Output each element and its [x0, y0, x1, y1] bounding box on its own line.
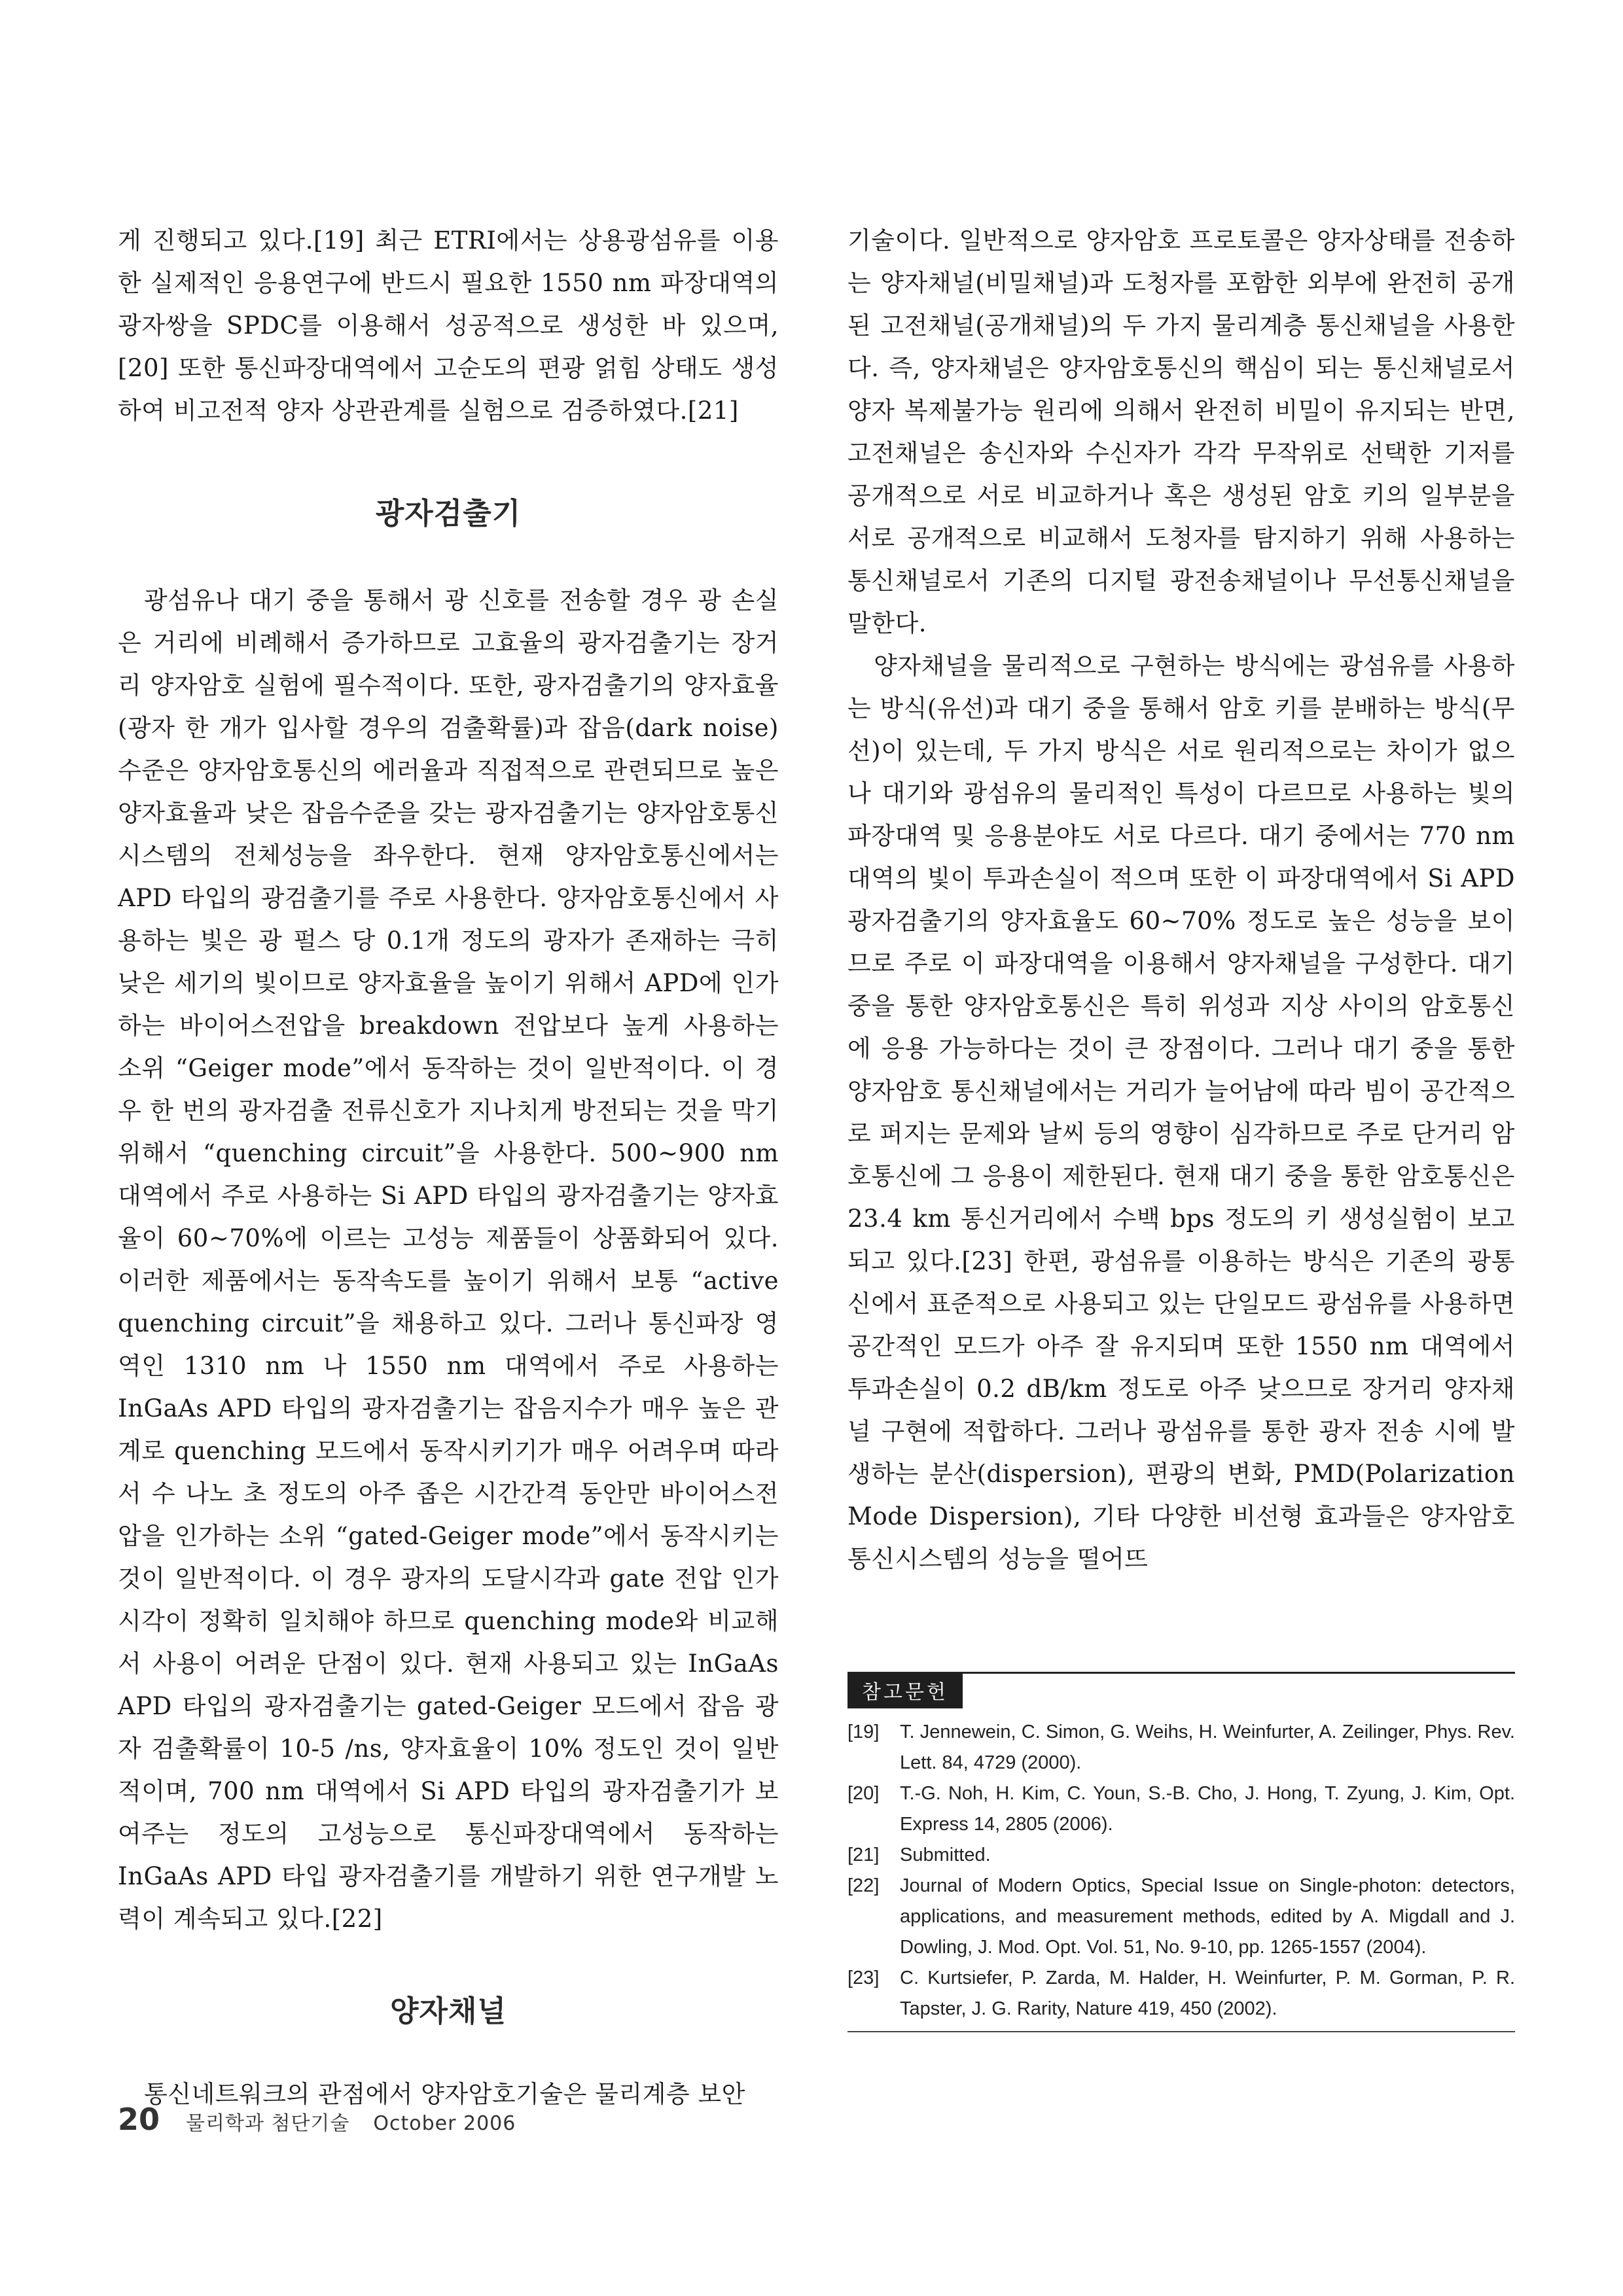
channel-paragraph-2: 양자채널을 물리적으로 구현하는 방식에는 광섬유를 사용하는 방식(유선)과 대기 중을 통해서 암호 키를 분배하는 방식(무선)이 있는데, 두 가지 방식은 서로 원리적으로는 차이가 없으나 대기와 광섬유의 물리적인 특성이 다르므로 사용하는 빛의 파장대역 및 응용분야도 서로 다르다. 대기 중에서는 770 nm 대역의 빛이 투과손실이 적으며 또한 이 파장대역에서 Si APD 광자검출기의 양자효율도 60~70% 정도로 높은 성능을 보이므로 주로 이 파장대역을 이용해서 양자채널을 구성한다. 대기 중을 통한 양자암호통신은 특히 위성과 지상 사이의 암호통신에 응용 가능하다는 것이 큰 장점이다. 그러나 대기 중을 통한 양자암호 통신채널에서는 거리가 늘어남에 따라 빔이 공간적으로 퍼지는 문제와 날씨 등의 영향이 심각하므로 주로 단거리 암호통신에 그 응용이 제한된다. 현재 대기 중을 통한 암호통신은 23.4 km 통신거리에서 수백 bps 정도의 키 생성실험이 보고되고 있다.[23] 한편, 광섬유를 이용하는 방식은 기존의 광통신에서 표준적으로 사용되고 있는 단일모드 광섬유를 사용하면 공간적인 모드가 아주 잘 유지되며 또한 1550 nm 대역에서 투과손실이 0.2 dB/km 정도로 아주 낮으므로 장거리 양자채널 구현에 적합하다. 그러나 광섬유를 통한 광자 전송 시에 발생하는 분산(dispersion), 편광의 변화, PMD(Polarization Mode Dispersion), 기타 다양한 비선형 효과들은 양자암호 통신시스템의 성능을 떨어뜨 [847, 652, 1515, 1573]
reference-item [847, 1840, 1515, 1871]
reference-item [847, 1871, 1515, 1963]
references-rule-bottom [847, 2031, 1515, 2032]
references-label: 참고문헌 [847, 1673, 963, 1708]
reference-number: [19] [847, 1722, 880, 1742]
reference-text: T. Jennewein, C. Simon, G. Weihs, H. Weinfurter, A. Zeilinger, Phys. Rev. Lett. 84, 4729 (2000). [900, 1722, 1515, 1773]
reference-text: C. Kurtsiefer, P. Zarda, M. Halder, H. Weinfurter, P. M. Gorman, P. R. Tapster, J. G. Rarity, Nature 419, 450 (2002). [900, 1968, 1515, 2019]
reference-number: [21] [847, 1845, 880, 1865]
reference-number: [23] [847, 1968, 880, 1988]
reference-number: [22] [847, 1875, 880, 1896]
quantum-channel-paragraph: 통신네트워크의 관점에서 양자암호기술은 물리계층 보안 [144, 2080, 745, 2108]
issue-date: October 2006 [373, 2112, 516, 2135]
reference-number: [20] [847, 1783, 880, 1804]
page-number: 20 [118, 2102, 160, 2137]
reference-text: Journal of Modern Optics, Special Issue on Single-photon: detectors, applications, and measurement methods, edited by A. Migdall and J. Dowling, J. Mod. Opt. Vol. 51, No. 9-10, pp. 1265-1557 (2004). [900, 1875, 1515, 1958]
left-column [118, 219, 779, 2115]
intro-paragraph: 게 진행되고 있다.[19] 최근 ETRI에서는 상용광섬유를 이용한 실제적인 응용연구에 반드시 필요한 1550 nm 파장대역의 광자쌍을 SPDC를 이용해서 성공적으로 생성한 바 있으며,[20] 또한 통신파장대역에서 고순도의 편광 얽힘 상태도 생성하여 비고전적 양자 상관관계를 실험으로 검증하였다.[21] [118, 226, 779, 425]
reference-text: Submitted. [900, 1845, 991, 1865]
reference-text: T.-G. Noh, H. Kim, C. Youn, S.-B. Cho, J. Hong, T. Zyung, J. Kim, Opt. Express 14, 2805 (2006). [900, 1783, 1515, 1835]
section-heading-quantum-channel: 양자채널 [390, 1994, 507, 2028]
photodetector-paragraph: 광섬유나 대기 중을 통해서 광 신호를 전송할 경우 광 손실은 거리에 비례해서 증가하므로 고효율의 광자검출기는 장거리 양자암호 실험에 필수적이다. 또한, 광자검출기의 양자효율(광자 한 개가 입사할 경우의 검출확률)과 잡음(dark noise) 수준은 양자암호통신의 에러율과 직접적으로 관련되므로 높은 양자효율과 낮은 잡음수준을 갖는 광자검출기는 양자암호통신시스템의 전체성능을 좌우한다. 현재 양자암호통신에서는 APD 타입의 광검출기를 주로 사용한다. 양자암호통신에서 사용하는 빛은 광 펄스 당 0.1개 정도의 광자가 존재하는 극히 낮은 세기의 빛이므로 양자효율을 높이기 위해서 APD에 인가하는 바이어스전압을 breakdown 전압보다 높게 사용하는 소위 “Geiger mode”에서 동작하는 것이 일반적이다. 이 경우 한 번의 광자검출 전류신호가 지나치게 방전되는 것을 막기 위해서 “quenching circuit”을 사용한다. 500~900 nm 대역에서 주로 사용하는 Si APD 타입의 광자검출기는 양자효율이 60~70%에 이르는 고성능 제품들이 상품화되어 있다. 이러한 제품에서는 동작속도를 높이기 위해서 보통 “active quenching circuit”을 채용하고 있다. 그러나 통신파장 영역인 1310 nm 나 1550 nm 대역에서 주로 사용하는 InGaAs APD 타입의 광자검출기는 잡음지수가 매우 높은 관계로 quenching 모드에서 동작시키기가 매우 어려우며 따라서 수 나노 초 정도의 아주 좁은 시간간격 동안만 바이어스전압을 인가하는 소위 “gated-Geiger mode”에서 동작시키는 것이 일반적이다. 이 경우 광자의 도달시각과 gate 전압 인가 시각이 정확히 일치해야 하므로 quenching mode와 비교해서 사용이 어려운 단점이 있다. 현재 사용되고 있는 InGaAs APD 타입의 광자검출기는 gated-Geiger 모드에서 잡음 광자 검출확률이 10-5 /ns, 양자효율이 10% 정도인 것이 일반적이며, 700 nm 대역에서 Si APD 타입의 광자검출기가 보여주는 정도의 고성능으로 통신파장대역에서 동작하는 InGaAs APD 타입 광자검출기를 개발하기 위한 연구개발 노력이 계속되고 있다.[22] [118, 586, 779, 1933]
references-box [847, 1672, 1515, 2032]
page-footer [118, 2102, 516, 2137]
journal-name: 물리학과 첨단기술 [186, 2112, 350, 2135]
reference-item [847, 1963, 1515, 2024]
channel-paragraph-1: 기술이다. 일반적으로 양자암호 프로토콜은 양자상태를 전송하는 양자채널(비밀채널)과 도청자를 포함한 외부에 완전히 공개된 고전채널(공개채널)의 두 가지 물리계층 통신채널을 사용한다. 즉, 양자채널은 양자암호통신의 핵심이 되는 통신채널로서 양자 복제불가능 원리에 의해서 완전히 비밀이 유지되는 반면, 고전채널은 송신자와 수신자가 각각 무작위로 선택한 기저를 공개적으로 서로 비교하거나 혹은 생성된 암호 키의 일부분을 서로 공개적으로 비교해서 도청자를 탐지하기 위해 사용하는 통신채널로서 기존의 디지털 광전송채널이나 무선통신채널을 말한다. [847, 226, 1515, 637]
reference-item [847, 1717, 1515, 1778]
section-heading-photodetector: 광자검출기 [375, 496, 522, 531]
right-column [847, 219, 1515, 1580]
reference-item [847, 1778, 1515, 1840]
reference-list [847, 1717, 1515, 2024]
